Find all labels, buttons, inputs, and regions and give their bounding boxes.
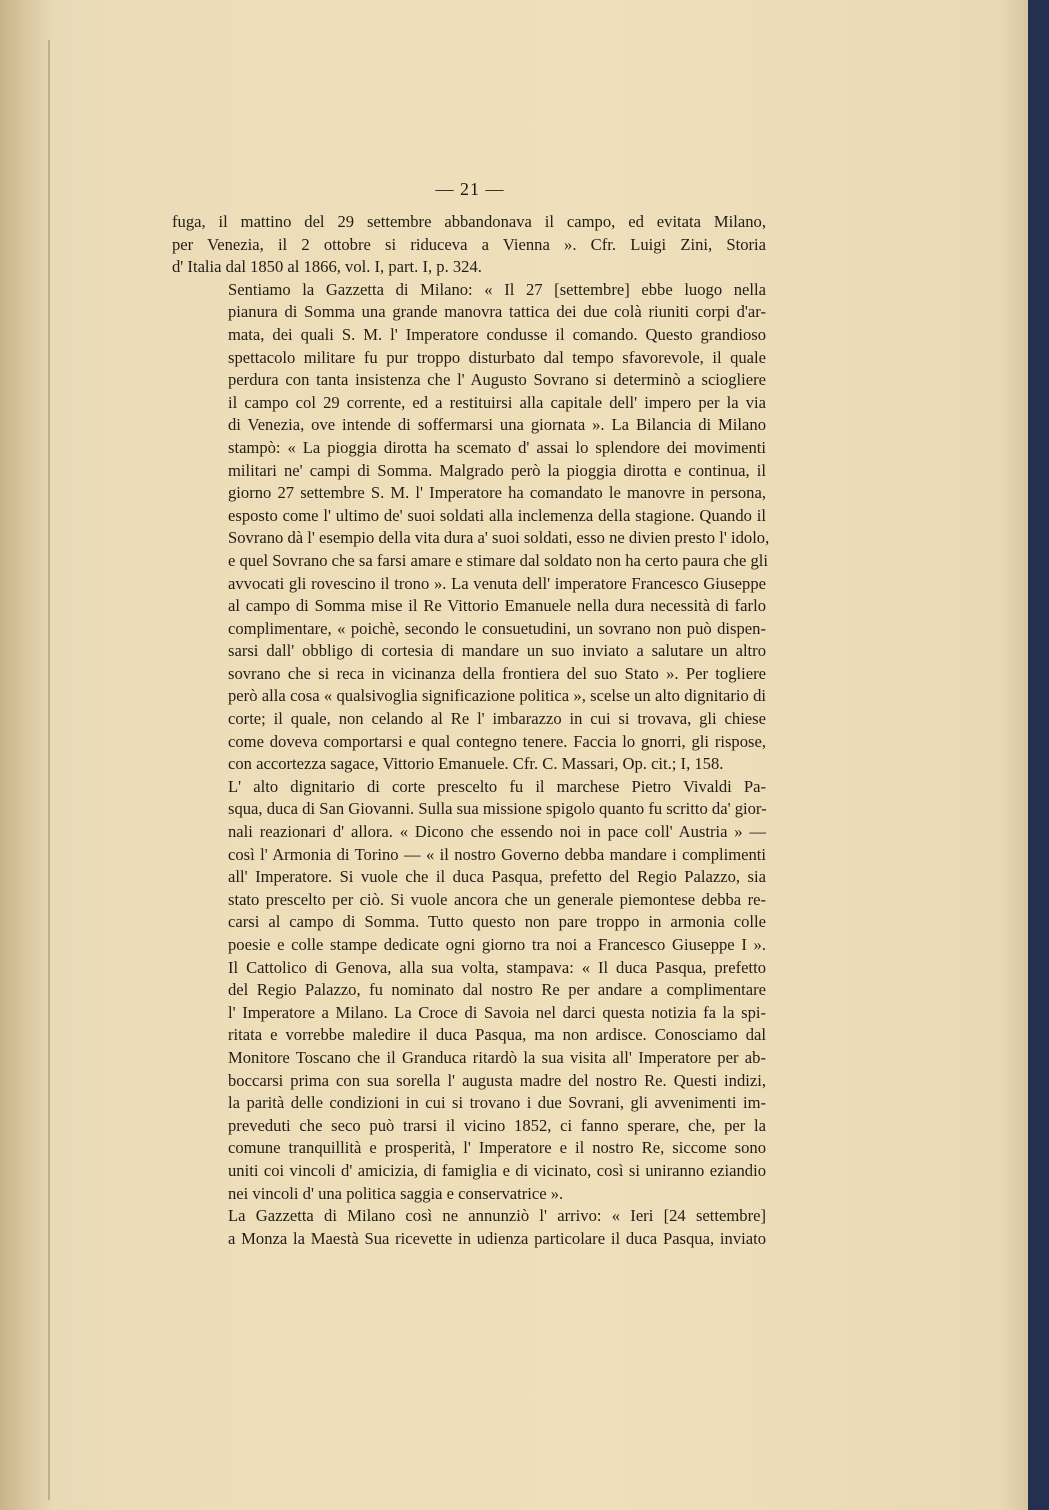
text-line: all' Imperatore. Si vuole che il duca Pasqua, prefetto del Regio Palazzo, sia (228, 867, 766, 887)
page-gutter-shadow (0, 0, 52, 1510)
text-line: militari ne' campi di Somma. Malgrado però la pioggia dirotta e continua, il (228, 460, 766, 480)
text-line: come doveva comportarsi e qual contegno tenere. Faccia lo gnorri, gli rispose, (228, 731, 766, 751)
text-line: esposto come l' ultimo de' suoi soldati alla inclemenza della stagione. Quando il (228, 505, 766, 525)
text-line: stampò: « La pioggia dirotta ha scemato d' assai lo splendore dei movimenti (228, 437, 766, 457)
text-line: con accortezza sagace, Vittorio Emanuele. Cfr. C. Massari, Op. cit.; I, 158. (228, 754, 724, 774)
text-line: e quel Sovrano che sa farsi amare e stimare dal soldato non ha certo paura che gli (228, 550, 769, 570)
page-number: — 21 — (435, 179, 505, 199)
text-line: poesie e colle stampe dedicate ogni giorno tra noi a Francesco Giuseppe I ». (228, 935, 766, 954)
text-line: l' Imperatore a Milano. La Croce di Savoia nel darci questa notizia fa la spi- (228, 1002, 766, 1022)
text-line: squa, duca di San Giovanni. Sulla sua missione spigolo quanto fu scritto da' gior- (228, 799, 767, 819)
text-line: carsi al campo di Somma. Tutto questo non pare troppo in armonia colle (228, 912, 766, 932)
paragraph-1 (172, 211, 766, 279)
text-line: fuga, il mattino del 29 settembre abbandonava il campo, ed evitata Milano, (172, 212, 766, 231)
text-line: giorno 27 settembre S. M. l' Imperatore ha comandato le manovre in persona, (228, 483, 766, 503)
text-line: perdura con tanta insistenza che l' Augusto Sovrano si determinò a sciogliere (228, 370, 766, 390)
text-line: Sentiamo la Gazzetta di Milano: « Il 27 [settembre] ebbe luogo nella (228, 279, 766, 299)
text-line: complimentare, « poichè, secondo le consuetudini, un sovrano non può dispen- (228, 618, 766, 638)
text-line: avvocati gli rovescino il trono ». La venuta dell' imperatore Francesco Giuseppe (228, 573, 766, 593)
text-line: mata, dei quali S. M. l' Imperatore condusse il comando. Questo grandioso (228, 324, 766, 344)
text-line: comune tranquillità e prosperità, l' Imperatore e il nostro Re, siccome sono (228, 1138, 766, 1158)
paragraph-4 (172, 1205, 766, 1250)
text-line: Sovrano dà l' esempio della vita dura a' suoi soldati, esso ne divien presto l' idolo, (228, 528, 770, 548)
text-line: il campo col 29 corrente, ed a restituirsi alla capitale dell' impero per la via (228, 392, 766, 412)
text-line: la parità delle condizioni in cui si trovano i due Sovrani, gli avvenimenti im- (228, 1093, 766, 1113)
text-line: pianura di Somma una grande manovra tattica dei due colà riuniti corpi d'ar- (228, 302, 766, 322)
paragraph-3 (172, 776, 766, 1205)
text-line: corte; il quale, non celando al Re l' imbarazzo in cui si trovava, gli chiese (228, 709, 766, 729)
text-line: Il Cattolico di Genova, alla sua volta, stampava: « Il duca Pasqua, prefetto (228, 957, 766, 977)
text-line: per Venezia, il 2 ottobre si riduceva a Vienna ». Cfr. Luigi Zini, Storia (172, 234, 766, 254)
text-line: stato prescelto per ciò. Si vuole ancora che un generale piemontese debba re- (228, 889, 766, 909)
text-line: Monitore Toscano che il Granduca ritardò la sua visita all' Imperatore per ab- (228, 1047, 766, 1067)
text-line: boccarsi prima con sua sorella l' augusta madre del nostro Re. Questi indizi, (228, 1070, 766, 1090)
main-text (172, 211, 770, 1250)
text-line: L' alto dignitario di corte prescelto fu il marchese Pietro Vivaldi Pa- (228, 776, 766, 796)
text-line: però alla cosa « qualsivoglia significazione politica », scelse un alto dignitario di (228, 686, 766, 706)
text-line: preveduti che seco può trarsi il vicino 1852, ci fanno sperare, che, per la (228, 1115, 766, 1135)
text-line: sarsi dall' obbligo di cortesia di mandare un suo inviato a salutare un altro (228, 641, 766, 661)
text-line: spettacolo militare fu pur troppo disturbato dal tempo sfavorevole, il quale (228, 347, 766, 367)
text-line: ritata e vorrebbe maledire il duca Pasqua, ma non ardisce. Conosciamo dal (228, 1025, 766, 1045)
text-line: nei vincoli d' una politica saggia e conservatrice ». (228, 1183, 564, 1203)
gutter-fold-line (48, 40, 50, 1500)
text-line: sovrano che si reca in vicinanza della frontiera del suo Stato ». Per togliere (228, 663, 766, 683)
text-line: al campo di Somma mise il Re Vittorio Emanuele nella dura necessità di farlo (228, 596, 766, 616)
text-line: del Regio Palazzo, fu nominato dal nostro Re per andare a complimentare (228, 980, 766, 1000)
text-line: uniti coi vincoli d' amicizia, di famiglia e di vicinato, così si uniranno eziandio (228, 1160, 766, 1180)
text-line: a Monza la Maestà Sua ricevette in udienza particolare il duca Pasqua, inviato (228, 1228, 766, 1248)
paragraph-2 (172, 279, 770, 776)
text-line: di Venezia, ove intende di soffermarsi una giornata ». La Bilancia di Milano (228, 415, 766, 435)
text-line: così l' Armonia di Torino — « il nostro Governo debba mandare i complimenti (228, 844, 766, 864)
text-line: nali reazionari d' allora. « Dicono che essendo noi in pace coll' Austria » — (228, 822, 766, 842)
text-line: La Gazzetta di Milano così ne annunziò l' arrivo: « Ieri [24 settembre] (228, 1206, 766, 1226)
text-line: d' Italia dal 1850 al 1866, vol. I, part. I, p. 324. (172, 257, 482, 277)
scan-background-edge (1028, 0, 1049, 1510)
